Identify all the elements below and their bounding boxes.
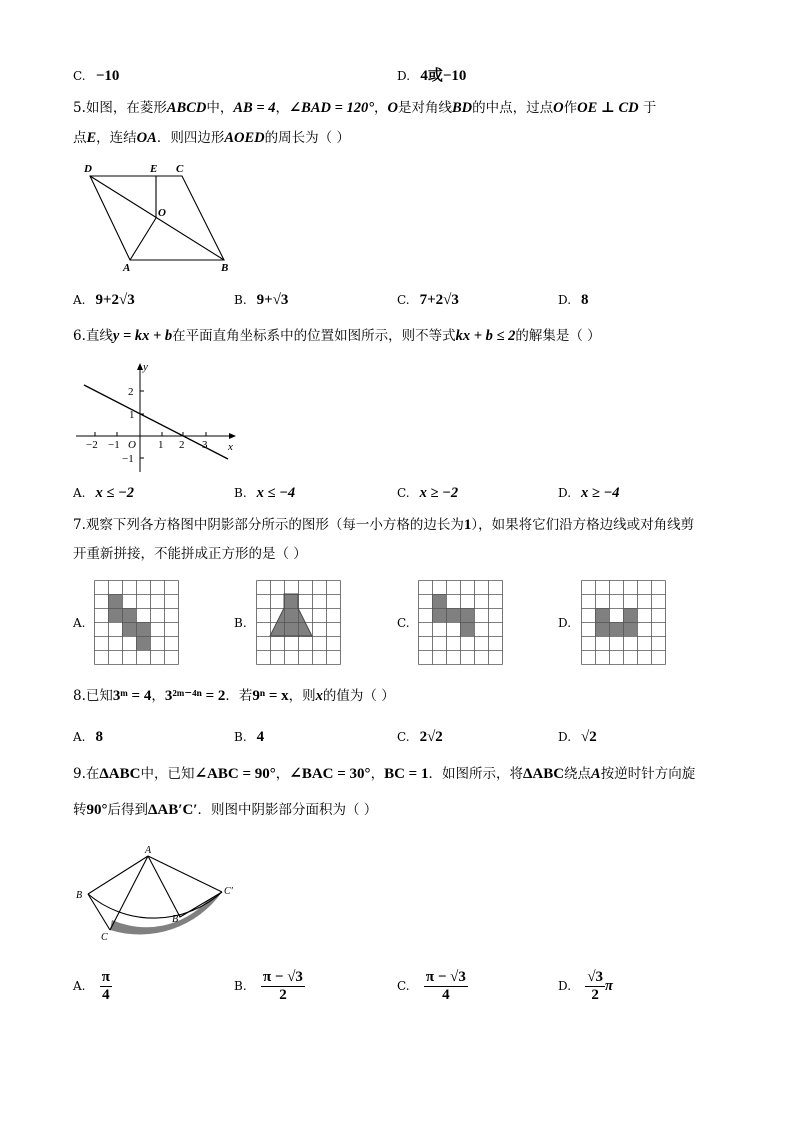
- q9-option-c[interactable]: C. $\frac{\pi - √3}{4}$: [397, 969, 466, 1003]
- q7-grid-a[interactable]: [94, 580, 180, 666]
- q5-option-d[interactable]: D. 8: [558, 292, 589, 308]
- q8-option-c[interactable]: C. 2√2: [397, 729, 443, 745]
- q7-grid-b[interactable]: [256, 580, 342, 666]
- q6-option-b[interactable]: B. x ≤ −4: [234, 485, 296, 501]
- q6-coordinate-figure: [70, 356, 240, 476]
- q7-option-a-label[interactable]: A.: [73, 616, 86, 630]
- label-c-prime: C′: [224, 886, 233, 897]
- q9-text-line1: 9.在ΔABC中，已知∠ABC = 90°，∠BAC = 30°，BC = 1．如图所示，将ΔABC绕点A按逆时针方向旋: [73, 766, 696, 782]
- segment-ac2: [148, 856, 222, 892]
- axis-label-y: y: [143, 361, 148, 373]
- q5-option-a[interactable]: A. 9+2√3: [73, 292, 135, 308]
- q5-text-line1: 5.如图，在菱形ABCD中，AB = 4，∠BAD = 120°，O是对角线BD的中点，过点O作OE ⊥ CD 于: [73, 100, 657, 116]
- q9-option-a[interactable]: A. $\frac{\pi}{4}$: [73, 969, 110, 1003]
- segment-ac: [110, 856, 148, 930]
- q5-option-b[interactable]: B. 9+√3: [234, 292, 289, 308]
- q5-option-c[interactable]: C. 7+2√3: [397, 292, 459, 308]
- tick-y-2: 2: [128, 386, 134, 398]
- segment-oa: [130, 218, 156, 260]
- q7-text-line2: 开重新拼接，不能拼成正方形的是（ ）: [73, 546, 307, 562]
- label-o: O: [158, 207, 166, 219]
- q9-option-d[interactable]: D. $\frac{√3}{2}$ π: [558, 969, 613, 1003]
- q8-option-b[interactable]: B. 4: [234, 729, 265, 745]
- q5-text-line2: 点E，连结OA．则四边形AOED的周长为（ ）: [73, 130, 350, 146]
- label-d: D: [84, 163, 92, 175]
- prev-option-c[interactable]: C. −10: [73, 68, 120, 84]
- label-a: A: [123, 262, 131, 274]
- q7-option-c-label[interactable]: C.: [397, 616, 410, 630]
- segment-bc: [88, 894, 110, 930]
- arc-cc: [88, 892, 222, 918]
- q9-text-line2: 转90°后得到ΔAB′C′．则图中阴影部分面积为（ ）: [73, 802, 378, 818]
- q6-text: 6.直线y = kx + b在平面直角坐标系中的位置如图所示，则不等式kx + b ≤ 2的解集是（ ）: [73, 328, 601, 344]
- q9-rotation-figure: [72, 842, 242, 946]
- label-c: C: [101, 932, 108, 943]
- q8-text: 8.已知3ᵐ = 4，3²ᵐ⁻⁴ⁿ = 2．若9ⁿ = x，则x的值为（ ）: [73, 688, 395, 704]
- q7-grid-c[interactable]: [418, 580, 504, 666]
- segment-ab: [88, 856, 148, 894]
- axis-label-x: x: [228, 441, 233, 453]
- q6-option-a[interactable]: A. x ≤ −2: [73, 485, 134, 501]
- tick-x-1: 1: [158, 439, 164, 451]
- label-b: B: [221, 262, 229, 274]
- tick-x-2: 2: [179, 439, 185, 451]
- q9-option-b[interactable]: B. $\frac{\pi - √3}{2}$: [234, 969, 303, 1003]
- label-c: C: [176, 163, 184, 175]
- tick-x-neg1: −1: [108, 439, 120, 451]
- q8-option-d[interactable]: D. √2: [558, 729, 597, 745]
- q7-text-line1: 7.观察下列各方格图中阴影部分所示的图形（每一小方格的边长为1），如果将它们沿方格边线或对角线剪: [73, 517, 695, 533]
- tick-x-3: 3: [202, 439, 208, 451]
- q7-grid-d[interactable]: [581, 580, 667, 666]
- origin-label: O: [128, 439, 136, 451]
- x-axis-arrow: [229, 433, 236, 439]
- tick-x-neg2: −2: [86, 439, 98, 451]
- prev-option-d[interactable]: D. 4或−10: [397, 68, 467, 84]
- label-e: E: [150, 163, 158, 175]
- q6-option-d[interactable]: D. x ≥ −4: [558, 485, 620, 501]
- label-b-prime: B′: [172, 914, 181, 925]
- q6-option-c[interactable]: C. x ≥ −2: [397, 485, 459, 501]
- q8-option-a[interactable]: A. 8: [73, 729, 103, 745]
- label-a: A: [145, 845, 152, 856]
- label-b: B: [76, 890, 83, 901]
- tick-y-neg1: −1: [122, 453, 134, 465]
- tick-y-1: 1: [129, 409, 135, 421]
- segment-ab2: [148, 856, 180, 917]
- q7-option-b-label[interactable]: B.: [234, 616, 247, 630]
- q5-rhombus-figure: [78, 160, 248, 276]
- q7-option-d-label[interactable]: D.: [558, 616, 572, 630]
